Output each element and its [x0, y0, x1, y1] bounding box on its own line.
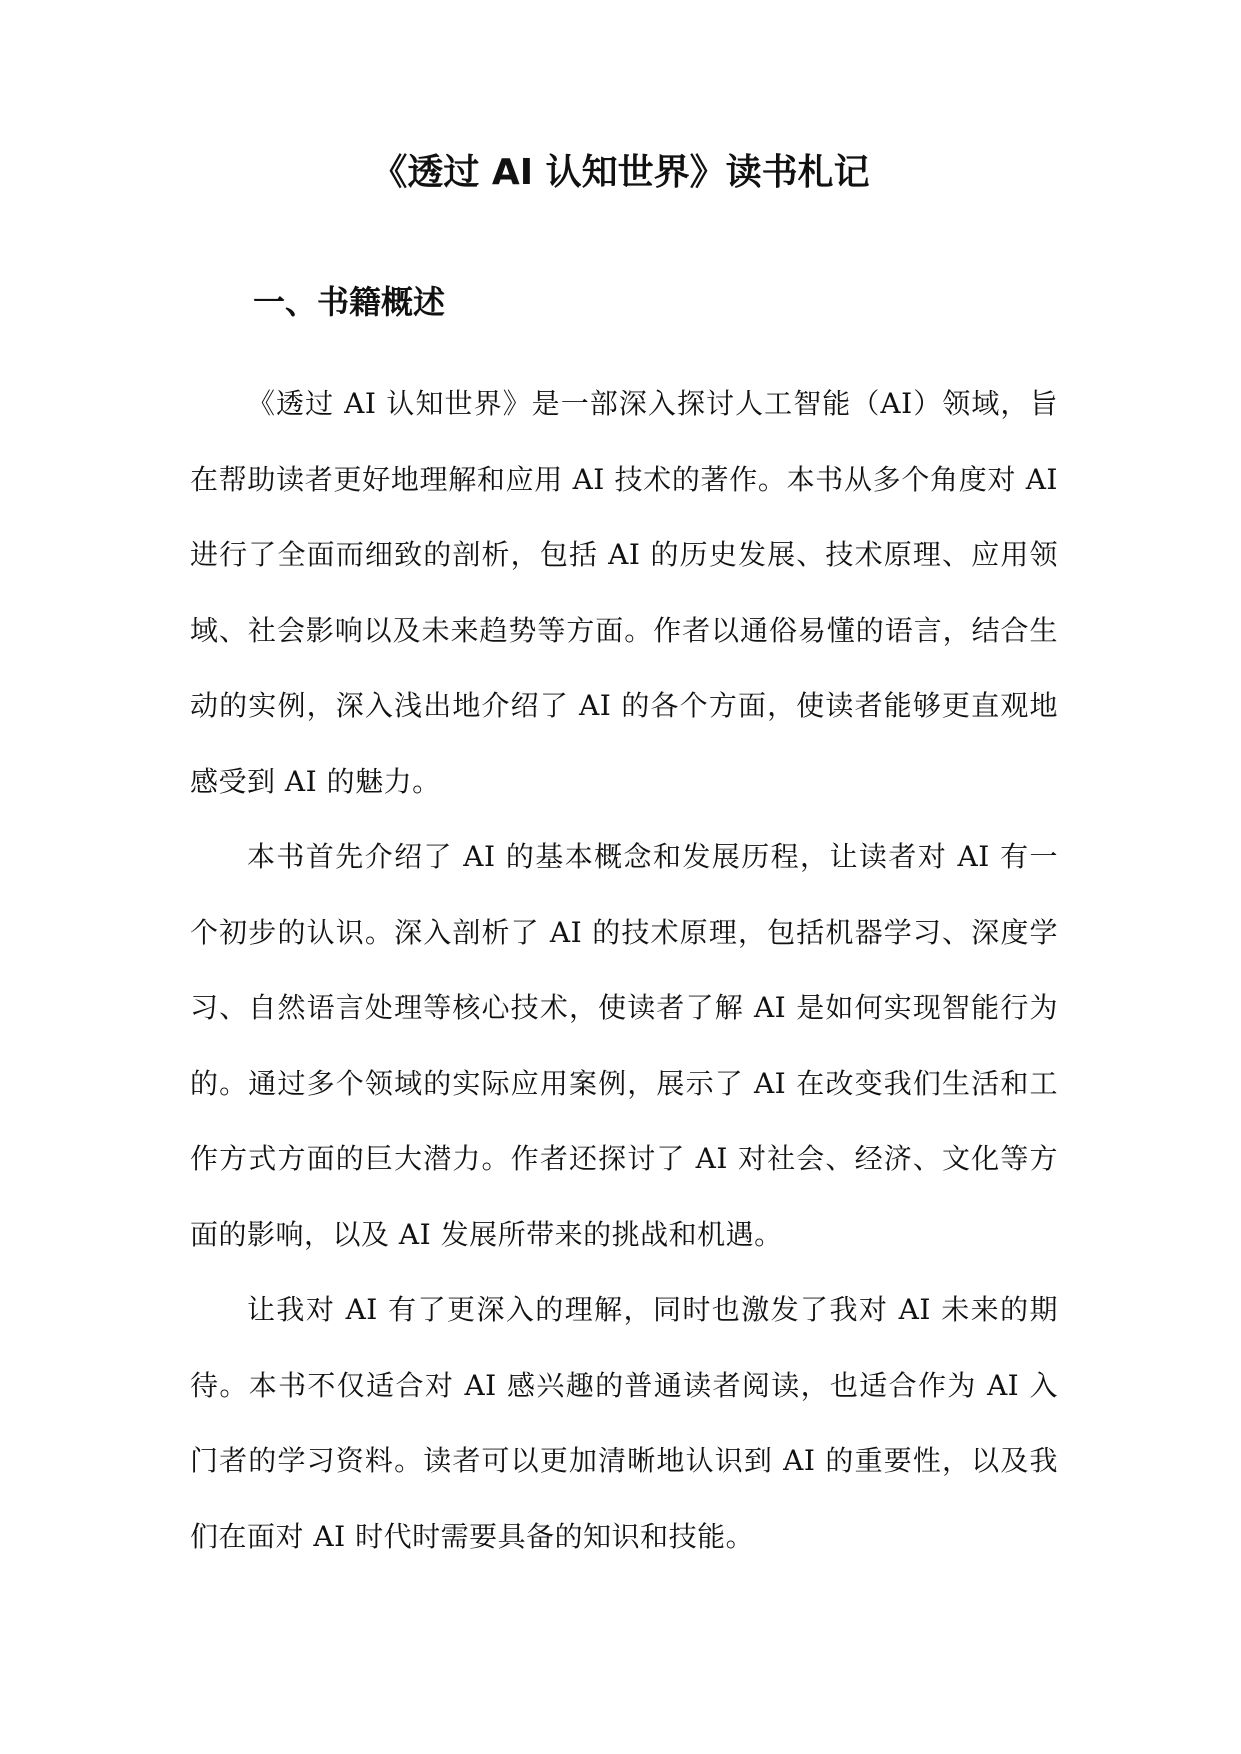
section-body [190, 366, 1058, 1574]
paragraph-impression: 让我对 AI 有了更深入的理解，同时也激发了我对 AI 未来的期待。本书不仅适合对 AI 感兴趣的普通读者阅读，也适合作为 AI 入门者的学习资料。读者可以更加清晰地认识到 AI 的重要性，以及我们在面对 AI 时代时需要具备的知识和技能。 [190, 1293, 1058, 1553]
section-heading: 一、书籍概述 [253, 283, 446, 321]
paragraph-overview: 《透过 AI 认知世界》是一部深入探讨人工智能（AI）领域，旨在帮助读者更好地理解和应用 AI 技术的著作。本书从多个角度对 AI 进行了全面而细致的剖析，包括 AI 的历史发展、技术原理、应用领域、社会影响以及未来趋势等方面。作者以通俗易懂的语言，结合生动的实例，深入浅出地介绍了 AI 的各个方面，使读者能够更直观地感受到 AI 的魅力。 [190, 387, 1058, 798]
paragraph-contents: 本书首先介绍了 AI 的基本概念和发展历程，让读者对 AI 有一个初步的认识。深入剖析了 AI 的技术原理，包括机器学习、深度学习、自然语言处理等核心技术，使读者了解 AI 是如何实现智能行为的。通过多个领域的实际应用案例，展示了 AI 在改变我们生活和工作方式方面的巨大潜力。作者还探讨了 AI 对社会、经济、文化等方面的影响，以及 AI 发展所带来的挑战和机遇。 [190, 840, 1058, 1251]
document-title: 《透过 AI 认知世界》读书札记 [371, 152, 870, 193]
